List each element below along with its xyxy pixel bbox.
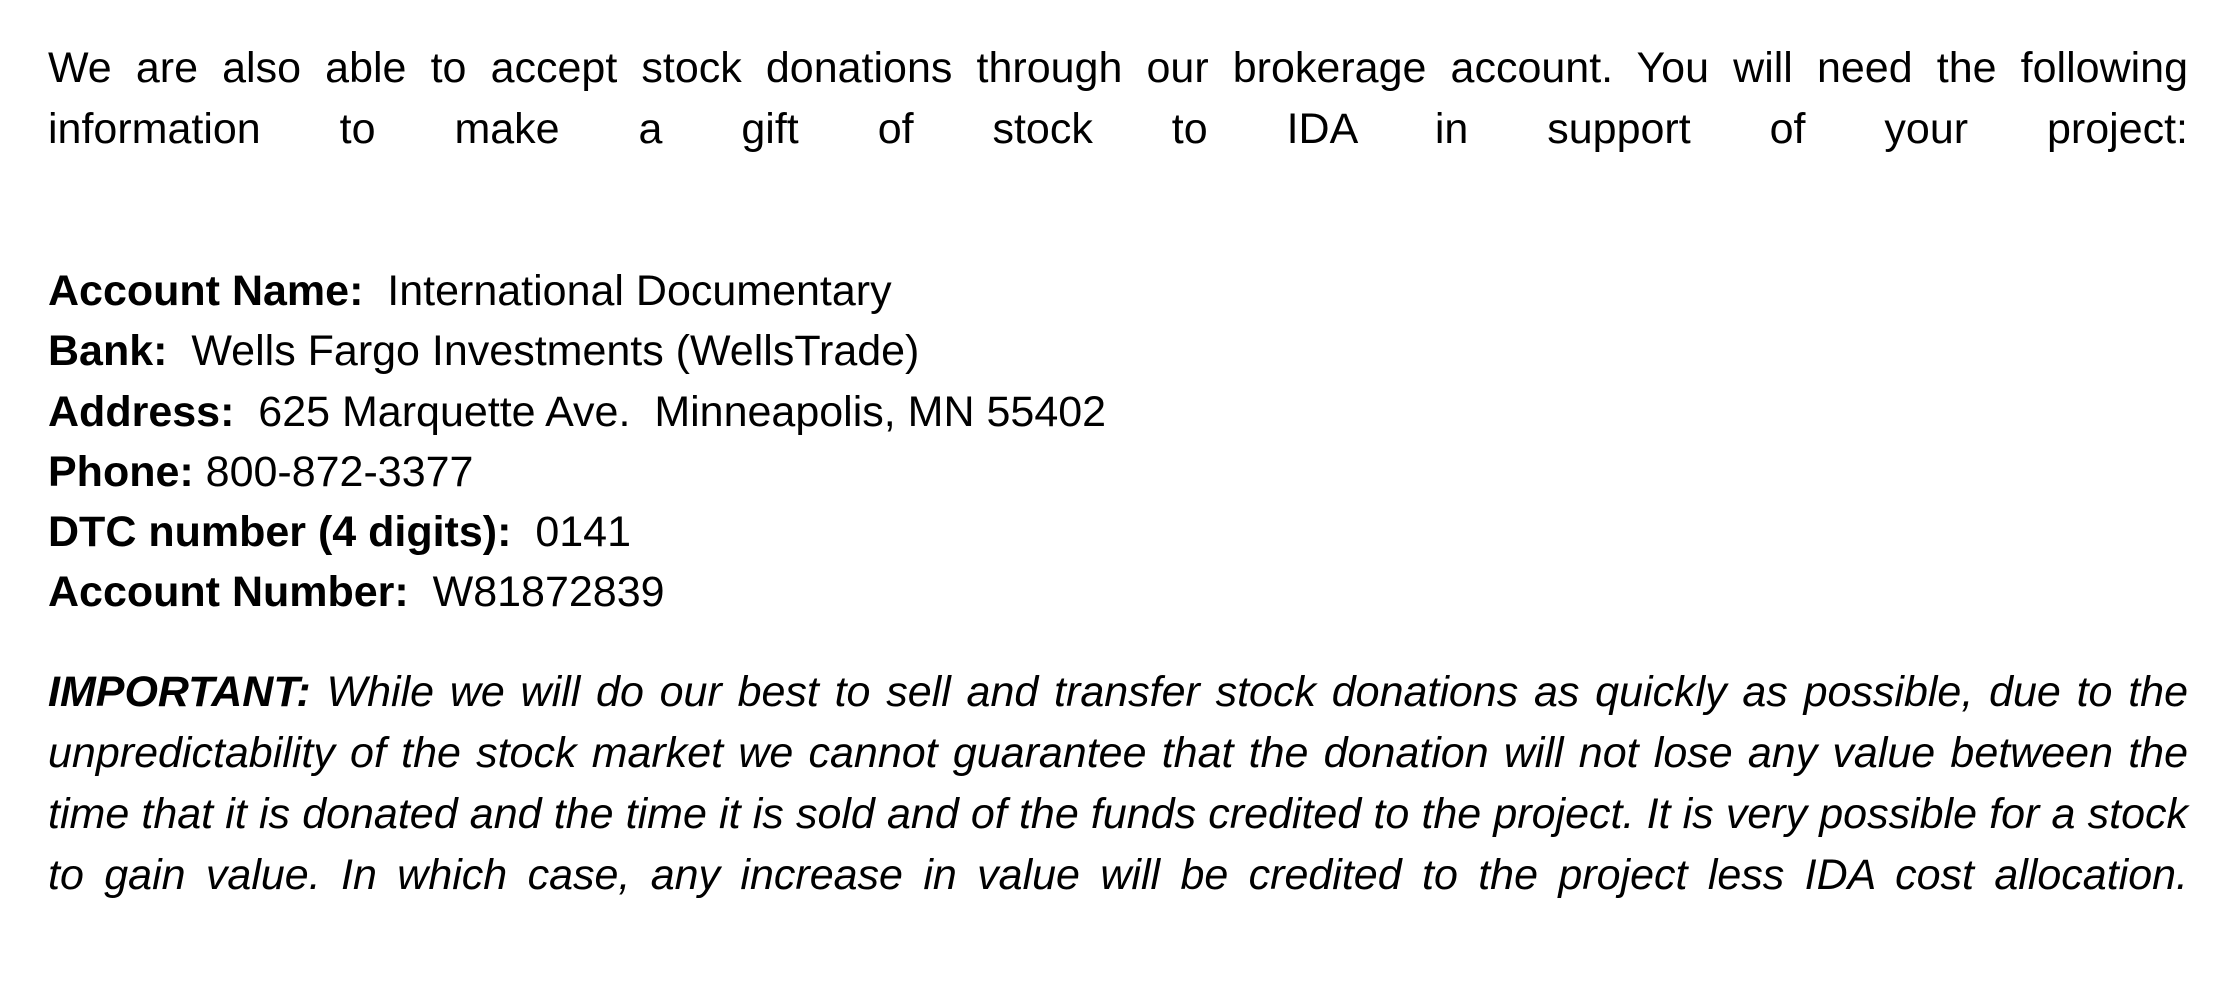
- field-dtc-number: [48, 502, 2188, 562]
- field-account-number: [48, 562, 2188, 622]
- field-value: 625 Marquette Ave. Minneapolis, MN 55402: [234, 387, 1107, 436]
- field-value: International Documentary: [363, 267, 892, 316]
- field-label: Account Name:: [48, 267, 364, 316]
- spacer: [48, 622, 2188, 662]
- important-notice: [48, 662, 2188, 967]
- field-value: 0141: [511, 507, 631, 556]
- field-bank: [48, 321, 2188, 381]
- field-account-name: [48, 261, 2188, 321]
- field-value: Wells Fargo Investments (WellsTrade): [167, 327, 920, 376]
- field-label: Address:: [48, 387, 235, 436]
- field-label: DTC number (4 digits):: [48, 507, 512, 556]
- spacer: [48, 221, 2188, 261]
- field-value: 800-872-3377: [193, 447, 474, 496]
- field-phone: [48, 442, 2188, 502]
- field-label: Account Number:: [48, 568, 409, 617]
- intro-paragraph: We are also able to accept stock donations through our brokerage account. You will need the following information to make a gift of stock to IDA in support of your project:: [48, 44, 2188, 154]
- field-label: Bank:: [48, 327, 168, 376]
- field-value: W81872839: [408, 568, 665, 617]
- field-label: Phone:: [48, 447, 194, 496]
- account-details-list: [48, 261, 2188, 622]
- field-address: [48, 382, 2188, 442]
- important-lead: IMPORTANT:: [48, 668, 311, 717]
- important-body: While we will do our best to sell and transfer stock donations as quickly as possible, due to the unpredictability of the stock market we cannot guarantee that the donation will not lose any value between the time that it is donated and the time it is sold and of the funds credited to the project. It is very possible for a stock to gain value. In which case, any increase in value will be credited to the project less IDA cost allocation.: [48, 668, 2188, 900]
